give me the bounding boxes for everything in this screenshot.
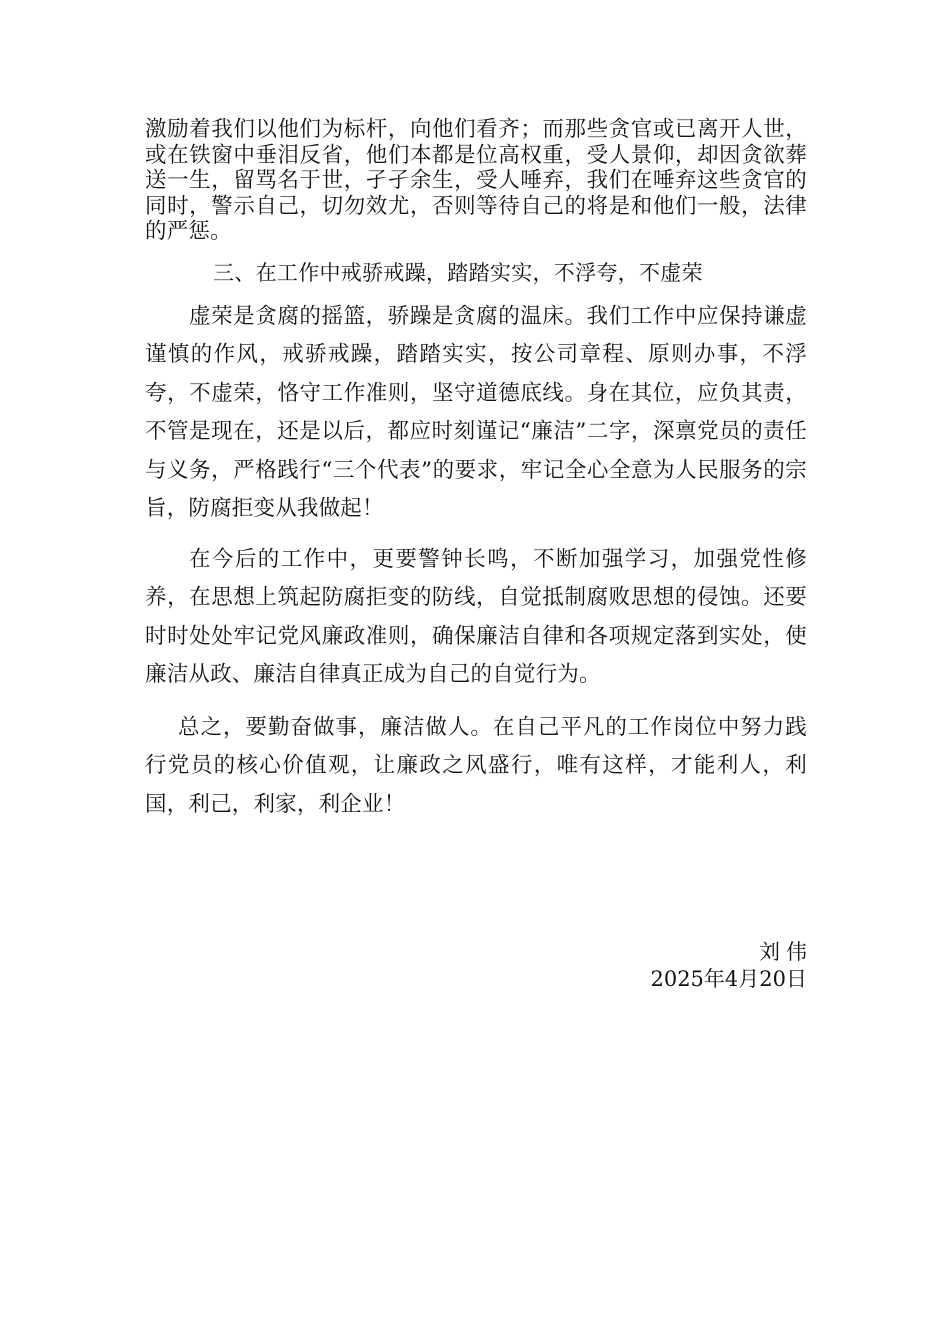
signature-date: 2025年4月20日 — [650, 967, 807, 991]
paragraph-vanity: 虚荣是贪腐的摇篮，骄躁是贪腐的温床。我们工作中应保持谦虚谨慎的作风，戒骄戒躁，踏踏实实，按公司章程、原则办事，不浮夸，不虚荣，恪守工作准则，坚守道德底线。身在其位，应负其责，不管是现在，还是以后，都应时刻谨记“廉洁”二字，深禀党员的责任与义务，严格践行“三个代表”的要求，牢记全心全意为人民服务的宗旨，防腐拒变从我做起！ — [145, 303, 807, 521]
paragraph-conclusion: 总之，要勤奋做事，廉洁做人。在自己平凡的工作岗位中努力践行党员的核心价值观，让廉政之风盛行，唯有这样，才能利人，利国，利己，利家，利企业！ — [145, 714, 807, 817]
intro-paragraph: 激励着我们以他们为标杆，向他们看齐；而那些贪官或已离开人世，或在铁窗中垂泪反省，他们本都是位高权重，受人景仰，却因贪欲葬送一生，留骂名于世，孑孑余生，受人唾弃，我们在唾弃这些贪官的同时，警示自己，切勿效尤，否则等待自己的将是和他们一般，法律的严惩。 — [145, 117, 807, 244]
author-name: 刘伟 — [759, 940, 813, 964]
section-three-heading: 三、在工作中戒骄戒躁，踏踏实实，不浮夸，不虚荣 — [213, 260, 703, 285]
paragraph-future-work: 在今后的工作中，更要警钟长鸣，不断加强学习，加强党性修养，在思想上筑起防腐拒变的防线，自觉抵制腐败思想的侵蚀。还要时时处处牢记党风廉政准则，确保廉洁自律和各项规定落到实处，使廉洁从政、廉洁自律真正成为自己的自觉行为。 — [145, 546, 807, 687]
signature-block — [650, 939, 813, 993]
document-body — [145, 117, 807, 824]
